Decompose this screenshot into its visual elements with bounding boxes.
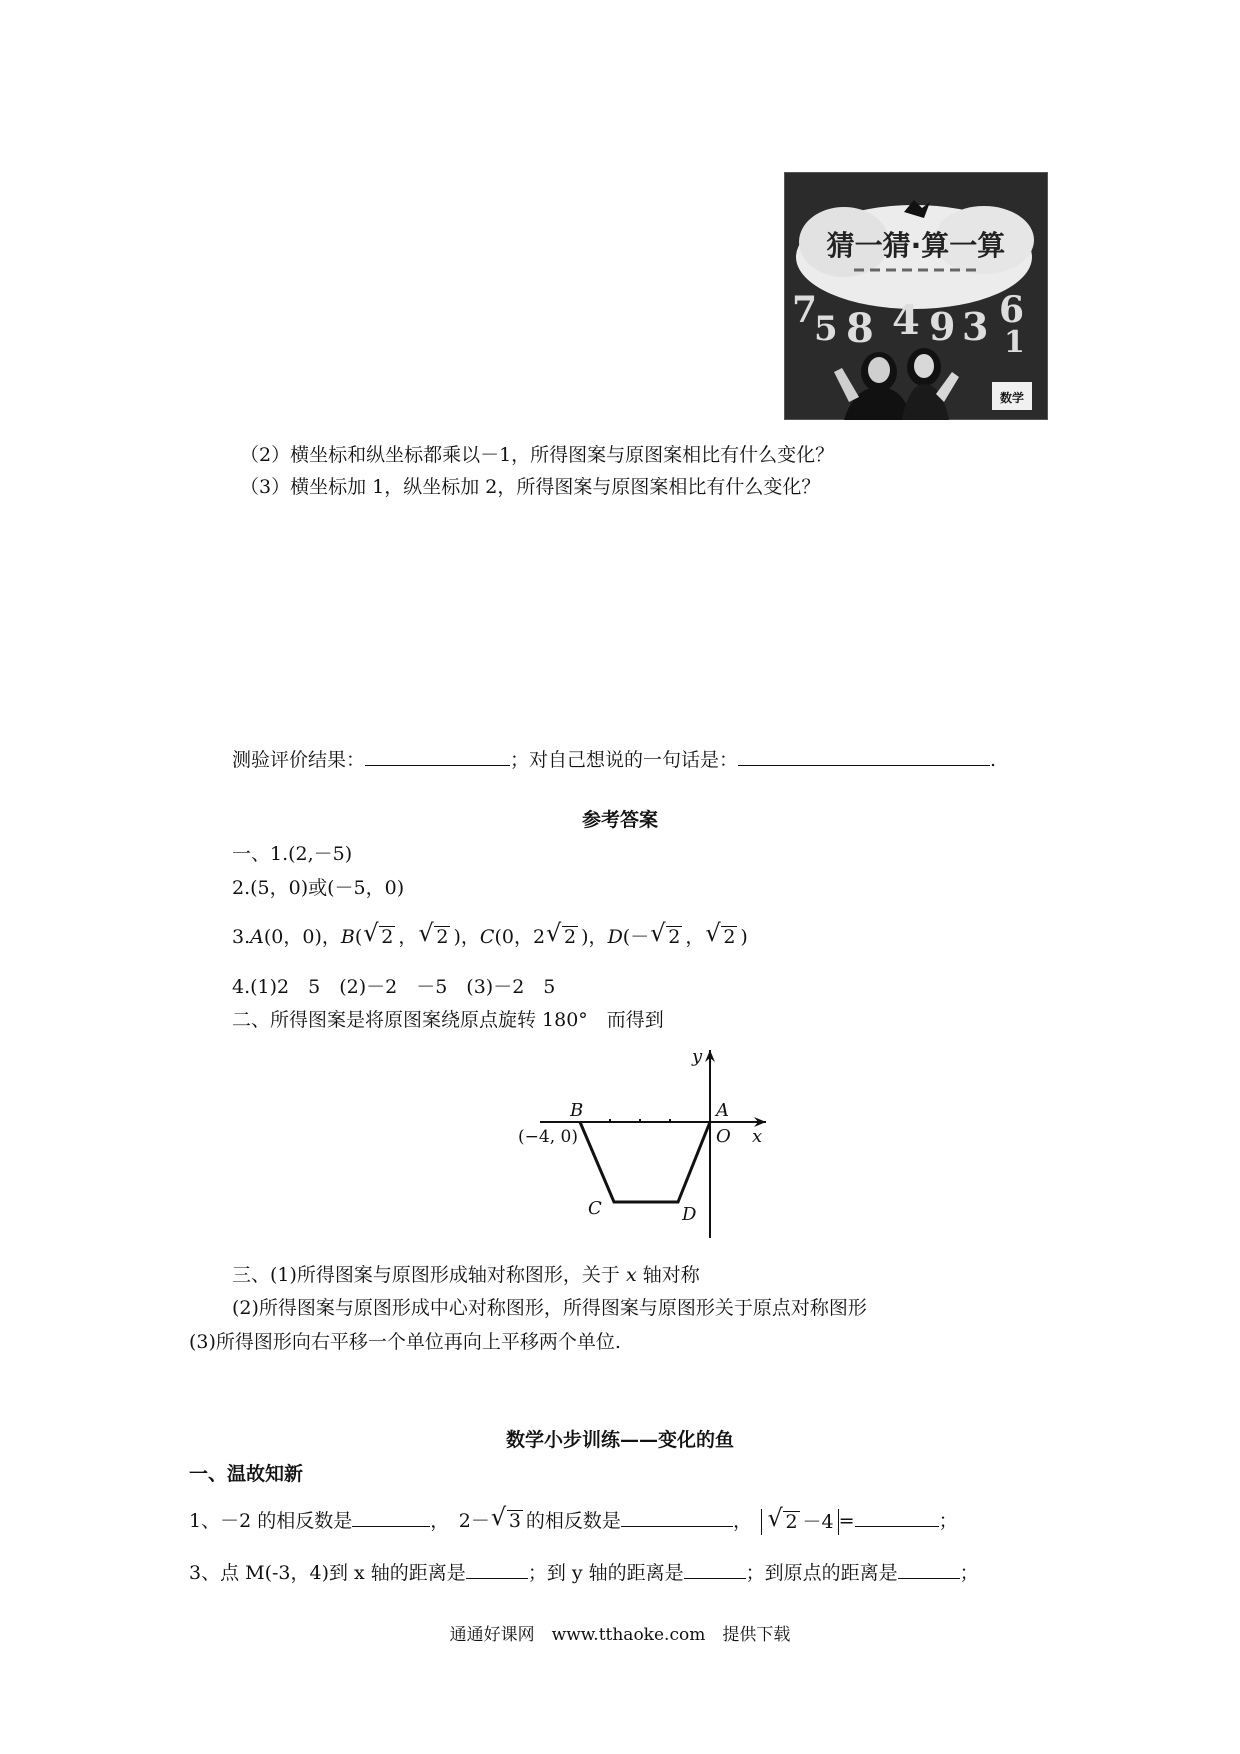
equals-sign: = xyxy=(838,1510,855,1532)
answer-part-3-3: (3)所得图形向右平移一个单位再向上平移两个单位. xyxy=(189,1331,621,1353)
point-b-close: )， xyxy=(453,926,480,948)
trapezoid-shape xyxy=(580,1122,710,1202)
point-a-coords: (0，0)， xyxy=(263,926,341,948)
cover-digit-8: 1 xyxy=(1004,325,1025,360)
answer-3-prefix: 3. xyxy=(232,926,251,948)
point-c-label: C xyxy=(479,926,495,948)
point-d-close: ) xyxy=(740,926,748,948)
answer-2: 2.(5，0)或(－5，0) xyxy=(232,877,405,899)
point-b-coordinate-label: (−4, 0) xyxy=(518,1127,578,1147)
radicand: 2 xyxy=(564,926,577,948)
cover-digit-3: 8 xyxy=(846,305,874,352)
question-3: （3）横坐标加 1，纵坐标加 2，所得图案与原图案相比有什么变化？ xyxy=(240,476,821,498)
cover-digit-4: 4 xyxy=(892,297,920,344)
x-variable: x xyxy=(625,1264,637,1286)
answer-blank-6[interactable] xyxy=(898,1560,960,1579)
coordinate-graph xyxy=(516,1042,776,1242)
section-subtitle: 一、温故知新 xyxy=(189,1463,304,1485)
semicolon: ； xyxy=(959,1562,979,1584)
sqrt-symbol xyxy=(420,925,450,949)
comma: ， xyxy=(398,926,418,948)
exercise-3-text-3: ；到原点的距离是 xyxy=(745,1562,898,1584)
answer-4: 4.(1)2 5 (2)－2 －5 (3)－2 5 xyxy=(232,976,556,998)
point-b-graph-label: B xyxy=(570,1100,584,1121)
cover-digit-6: 3 xyxy=(962,304,989,349)
evaluation-line xyxy=(232,747,996,772)
answer-blank-3[interactable] xyxy=(855,1508,939,1527)
evaluation-comment-blank[interactable] xyxy=(738,747,990,766)
radicand: 2 xyxy=(785,1511,798,1533)
origin-label: O xyxy=(716,1126,731,1147)
radicand: 2 xyxy=(381,926,394,948)
exercise-3 xyxy=(189,1560,979,1585)
cover-digit-2: 5 xyxy=(814,309,838,349)
point-c-graph-label: C xyxy=(588,1198,602,1219)
answer-1: 一、1.(2,－5) xyxy=(232,843,353,865)
exercise-3-text: 3、点 M(-3，4)到 x 轴的距离是 xyxy=(189,1562,466,1584)
answer-blank-5[interactable] xyxy=(684,1560,746,1579)
footer: 通通好课网 www.tthaoke.com 提供下载 xyxy=(449,1625,791,1645)
semicolon: ； xyxy=(938,1510,958,1532)
sqrt-symbol xyxy=(707,925,737,949)
point-a-label: A xyxy=(250,926,264,948)
evaluation-end: . xyxy=(990,749,997,771)
radicand: 2 xyxy=(668,926,681,948)
answer-part-3-1 xyxy=(232,1263,700,1287)
point-d-label: D xyxy=(607,926,623,948)
point-a-graph-label: A xyxy=(716,1100,729,1121)
answer-3 xyxy=(232,925,748,949)
evaluation-result-blank[interactable] xyxy=(365,747,510,766)
point-b-open: ( xyxy=(354,926,363,948)
answer-blank-2[interactable] xyxy=(621,1508,733,1527)
comma: ， xyxy=(732,1510,752,1532)
point-d-open: (－ xyxy=(622,926,650,948)
point-d-graph-label: D xyxy=(682,1204,697,1225)
cover-badge: 数学 xyxy=(999,391,1025,405)
answer-blank-1[interactable] xyxy=(352,1508,430,1527)
exercise-1 xyxy=(189,1508,958,1535)
y-axis-label: y xyxy=(692,1046,703,1067)
cover-digit-1: 7 xyxy=(792,289,818,331)
comma: ， xyxy=(430,1510,450,1532)
minus-four: －4 xyxy=(802,1511,834,1533)
sqrt-symbol xyxy=(769,1509,799,1535)
evaluation-label: 测验评价结果： xyxy=(232,749,366,771)
expression-prefix: 2－ xyxy=(458,1510,490,1532)
x-axis-label: x xyxy=(752,1126,763,1147)
answer-part-3-2: (2)所得图案与原图形成中心对称图形，所得图案与原图形关于原点对称图形 xyxy=(232,1297,867,1319)
part-3-1-text: 三、(1)所得图案与原图形成轴对称图形，关于 xyxy=(232,1264,626,1286)
section-title: 数学小步训练——变化的鱼 xyxy=(505,1429,734,1451)
part-3-1-end: 轴对称 xyxy=(636,1264,700,1286)
point-c-coords: (0，2 xyxy=(494,926,546,948)
answer-part-2: 二、所得图案是将原图案绕原点旋转 180° 而得到 xyxy=(232,1009,664,1031)
answers-heading: 参考答案 xyxy=(581,809,658,831)
sqrt-symbol xyxy=(365,925,395,949)
sqrt-symbol xyxy=(548,925,578,949)
cover-title: 猜一猜·算一算 xyxy=(826,229,1006,262)
sqrt-symbol xyxy=(652,925,682,949)
radicand: 3 xyxy=(508,1510,521,1532)
absolute-value xyxy=(761,1509,838,1535)
radicand: 2 xyxy=(723,926,736,948)
exercise-1-text-2: 的相反数是 xyxy=(525,1510,621,1532)
point-b-label: B xyxy=(340,926,355,948)
question-2: （2）横坐标和纵坐标都乘以－1，所得图案与原图案相比有什么变化？ xyxy=(240,444,835,466)
point-c-close: )， xyxy=(581,926,608,948)
cover-digit-5: 9 xyxy=(929,304,956,349)
exercise-1-text: 1、－2 的相反数是 xyxy=(189,1510,353,1532)
cover-digit-7: 6 xyxy=(999,289,1025,331)
evaluation-separator: ；对自己想说的一句话是： xyxy=(510,749,739,771)
book-cover-image xyxy=(784,172,1048,420)
comma: ， xyxy=(685,926,705,948)
sqrt-symbol xyxy=(493,1509,523,1533)
radicand: 2 xyxy=(436,926,449,948)
exercise-3-text-2: ；到 y 轴的距离是 xyxy=(527,1562,684,1584)
answer-blank-4[interactable] xyxy=(466,1560,528,1579)
